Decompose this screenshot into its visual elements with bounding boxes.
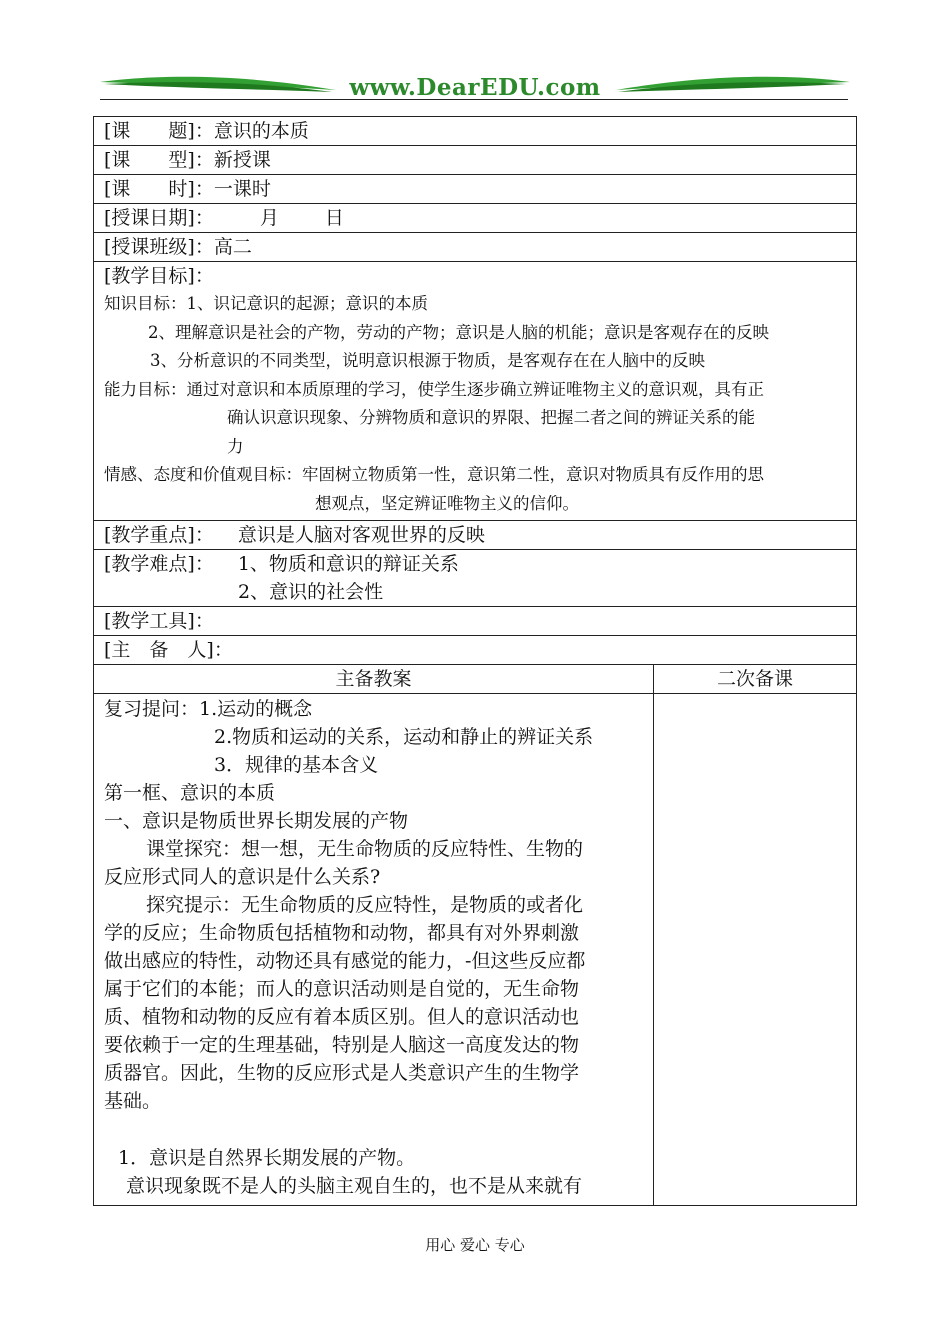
class-row: [授课班级]：高二 — [94, 233, 857, 262]
goal-line: 2、理解意识是社会的产物，劳动的产物；意识是人脑的机能；意识是客观存在的反映 — [148, 322, 769, 342]
goals-label: [教学目标]： — [104, 265, 214, 287]
goal-line: 3、分析意识的不同类型，说明意识根源于物质，是客观存在在人脑中的反映 — [150, 351, 705, 370]
goal-line: 力 — [227, 436, 244, 456]
secondary-plan-content[interactable] — [654, 694, 857, 1206]
section-title: 第一框、意识的本质 — [104, 782, 276, 804]
date-row: [授课日期]： 月 日 — [94, 204, 857, 233]
topic-row: [课 题]：意识的本质 — [94, 117, 857, 146]
key-point-row: [教学重点]： 意识是人脑对客观世界的反映 — [94, 521, 857, 550]
goal-line: 知识目标：1、识记意识的起源；意识的本质 — [104, 294, 428, 313]
preparer-row: [主 备 人]： — [94, 636, 857, 665]
lesson-plan-table — [93, 116, 857, 1206]
goal-line: 情感、态度和价值观目标：牢固树立物质第一性，意识第二性，意识对物质具有反作用的思 — [104, 465, 764, 484]
header-divider — [100, 99, 848, 100]
goal-line: 能力目标：通过对意识和本质原理的学习，使学生逐步确立辨证唯物主义的意识观，具有正 — [104, 379, 764, 399]
secondary-plan-header: 二次备课 — [654, 665, 857, 694]
goal-line: 确认识意识现象、分辨物质和意识的界限、把握二者之间的辨证关系的能 — [227, 408, 755, 427]
main-plan-header: 主备教案 — [94, 665, 654, 694]
goals-cell — [94, 262, 857, 521]
goal-line: 想观点，坚定辨证唯物主义的信仰。 — [315, 493, 579, 513]
page-footer: 用心 爱心 专心 — [425, 1236, 525, 1254]
tools-row: [教学工具]： — [94, 607, 857, 636]
hours-row: [课 时]：一课时 — [94, 175, 857, 204]
main-plan-content: 复习提问：1.运动的概念 2.物质和运动的关系，运动和静止的辨证关系 3．规律的基本含义 第一框、意识的本质 一、意识是物质世界长期发展的产物 课堂探究：想一想，无生命物质的反应特性、生物的 反应形式同人的意识是什么关系? 探究提示：无生命物质的反应特性，是物质的或者化 学的反应；生命物质包括植物和动物，都具有对外界刺激 做出感应的特性，动物还具有感觉的能力，-但这些反应都 属于它们的本能；而人的意识活动则是自觉的，无生命物 质、植物和动物的反应有着本质区别。但人的意识活动也 要依赖于一定的生理基础，特别是人脑这一高度发达的物 质器官。因此，生物的反应形式是人类意识产生的生物学 基础。 1．意识是自然界长期发展的产物。 意识现象既不是人的头脑主观自生的，也不是从来就有 — [94, 694, 654, 1206]
type-row: [课 型]：新授课 — [94, 146, 857, 175]
page-header — [100, 72, 850, 108]
difficulty-row: [教学难点]： 1、物质和意识的辩证关系 2、意识的社会性 — [94, 550, 857, 607]
site-logo[interactable]: www.DearEDU.com — [349, 74, 601, 101]
section-heading: 一、意识是物质世界长期发展的产物 — [104, 810, 409, 832]
